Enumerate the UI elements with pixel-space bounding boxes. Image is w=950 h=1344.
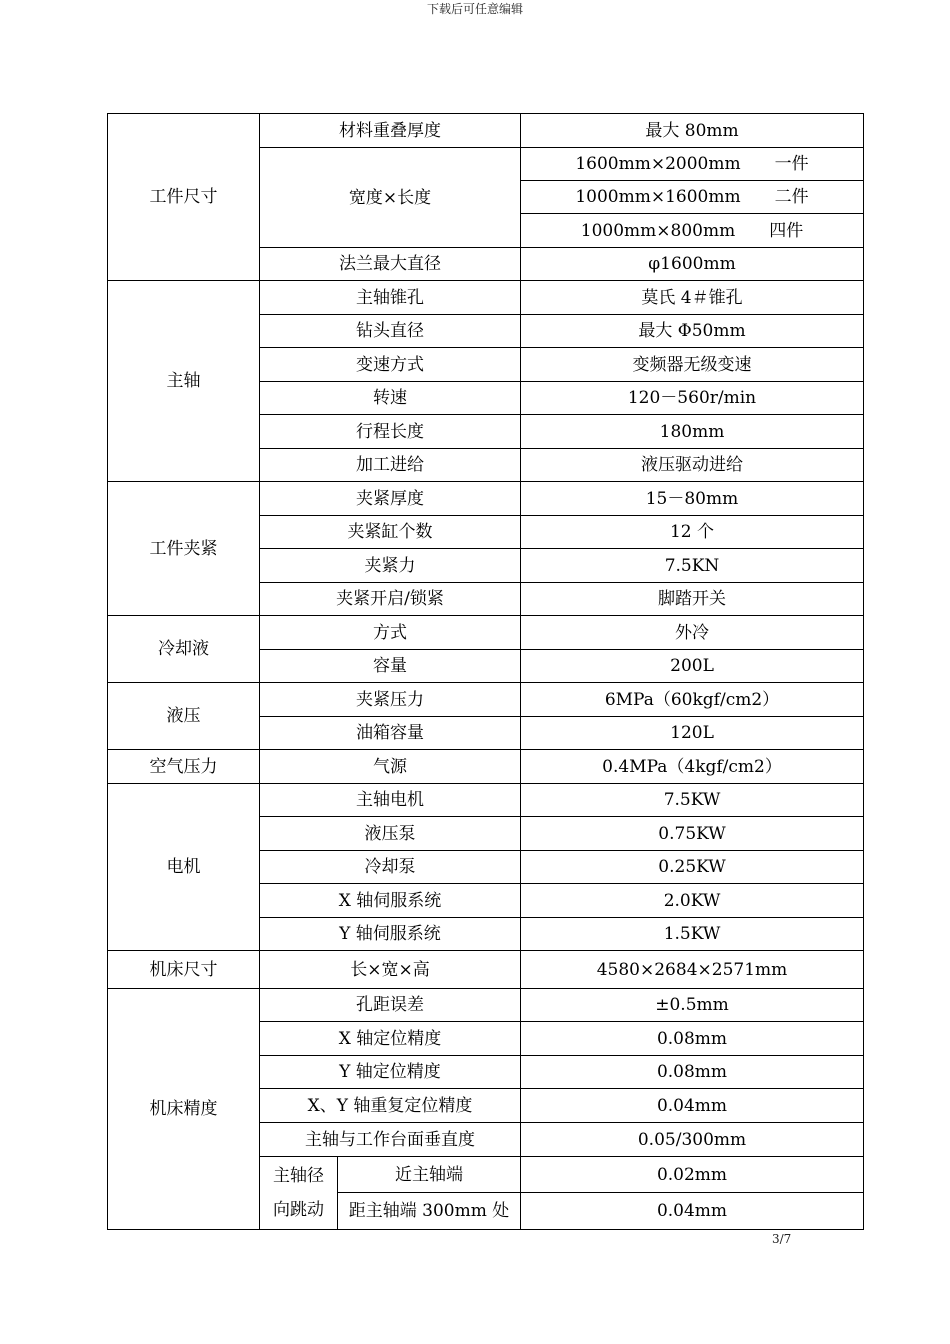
param-label: Y 轴定位精度 (260, 1056, 521, 1089)
param-value: 0.04mm (521, 1089, 864, 1123)
param-value: 6MPa（60kgf/cm2） (521, 683, 864, 717)
param-label: 加工进给 (260, 449, 521, 482)
table-row (108, 750, 864, 784)
table-row (108, 281, 864, 315)
param-value: 1000mm×1600mm 二件 (521, 181, 864, 214)
param-label: 夹紧力 (260, 549, 521, 583)
category-cell: 工件夹紧 (108, 482, 260, 616)
category-cell: 主轴 (108, 281, 260, 482)
param-value: 4580×2684×2571mm (521, 951, 864, 989)
param-label: 近主轴端 (338, 1157, 521, 1193)
param-value: φ1600mm (521, 248, 864, 281)
param-value: 0.25KW (521, 851, 864, 884)
param-value: 液压驱动进给 (521, 449, 864, 482)
param-value: 12 个 (521, 516, 864, 549)
category-cell: 工件尺寸 (108, 114, 260, 281)
param-value: 0.75KW (521, 817, 864, 851)
param-label: 夹紧厚度 (260, 482, 521, 516)
param-value: 200L (521, 650, 864, 683)
param-value: 1000mm×800mm 四件 (521, 214, 864, 248)
table-row (108, 616, 864, 650)
param-label: X 轴定位精度 (260, 1022, 521, 1056)
param-label: 转速 (260, 382, 521, 415)
param-label: 行程长度 (260, 415, 521, 449)
param-value: 0.05/300mm (521, 1123, 864, 1157)
table-row (108, 951, 864, 989)
param-value: 变频器无级变速 (521, 348, 864, 382)
page-number: 3/7 (772, 1232, 792, 1246)
param-value: 15－80mm (521, 482, 864, 516)
param-label: 方式 (260, 616, 521, 650)
category-cell: 电机 (108, 784, 260, 951)
param-label: 油箱容量 (260, 717, 521, 750)
table-row (108, 683, 864, 717)
param-label: Y 轴伺服系统 (260, 918, 521, 951)
param-value: 1600mm×2000mm 一件 (521, 148, 864, 181)
param-value: 0.02mm (521, 1157, 864, 1193)
param-value: ±0.5mm (521, 989, 864, 1022)
param-label: 气源 (260, 750, 521, 784)
param-label: 距主轴端 300mm 处 (338, 1193, 521, 1230)
param-label: 主轴锥孔 (260, 281, 521, 315)
param-value: 1.5KW (521, 918, 864, 951)
param-label: 主轴与工作台面垂直度 (260, 1123, 521, 1157)
spec-table (107, 113, 864, 1230)
param-label: 夹紧缸个数 (260, 516, 521, 549)
param-value: 0.08mm (521, 1056, 864, 1089)
param-value: 0.04mm (521, 1193, 864, 1230)
param-label: 法兰最大直径 (260, 248, 521, 281)
table-row (108, 989, 864, 1022)
param-label: 孔距误差 (260, 989, 521, 1022)
category-cell: 机床尺寸 (108, 951, 260, 989)
param-value: 外冷 (521, 616, 864, 650)
param-value: 最大 80mm (521, 114, 864, 148)
param-value: 7.5KN (521, 549, 864, 583)
param-label: X、Y 轴重复定位精度 (260, 1089, 521, 1123)
param-value: 最大 Φ50mm (521, 315, 864, 348)
param-label: 材料重叠厚度 (260, 114, 521, 148)
param-value: 120L (521, 717, 864, 750)
param-label: 长×宽×高 (260, 951, 521, 989)
param-label: 宽度×长度 (260, 148, 521, 248)
table-row (108, 114, 864, 148)
category-cell: 机床精度 (108, 989, 260, 1230)
param-value: 2.0KW (521, 884, 864, 918)
param-label: 钻头直径 (260, 315, 521, 348)
param-value: 120－560r/min (521, 382, 864, 415)
param-label: 夹紧开启/锁紧 (260, 583, 521, 616)
table-row (108, 482, 864, 516)
category-cell: 空气压力 (108, 750, 260, 784)
param-label: 主轴电机 (260, 784, 521, 817)
runout-label: 主轴径 向跳动 (260, 1157, 338, 1230)
param-label: 容量 (260, 650, 521, 683)
param-value: 脚踏开关 (521, 583, 864, 616)
param-value: 7.5KW (521, 784, 864, 817)
param-label: 液压泵 (260, 817, 521, 851)
param-value: 0.4MPa（4kgf/cm2） (521, 750, 864, 784)
param-value: 0.08mm (521, 1022, 864, 1056)
table-row (108, 784, 864, 817)
param-value: 莫氏 4＃锥孔 (521, 281, 864, 315)
category-cell: 冷却液 (108, 616, 260, 683)
param-label: 夹紧压力 (260, 683, 521, 717)
category-cell: 液压 (108, 683, 260, 750)
param-label: 变速方式 (260, 348, 521, 382)
param-label: 冷却泵 (260, 851, 521, 884)
param-label: X 轴伺服系统 (260, 884, 521, 918)
param-value: 180mm (521, 415, 864, 449)
page-header: 下载后可任意编辑 (426, 2, 523, 16)
